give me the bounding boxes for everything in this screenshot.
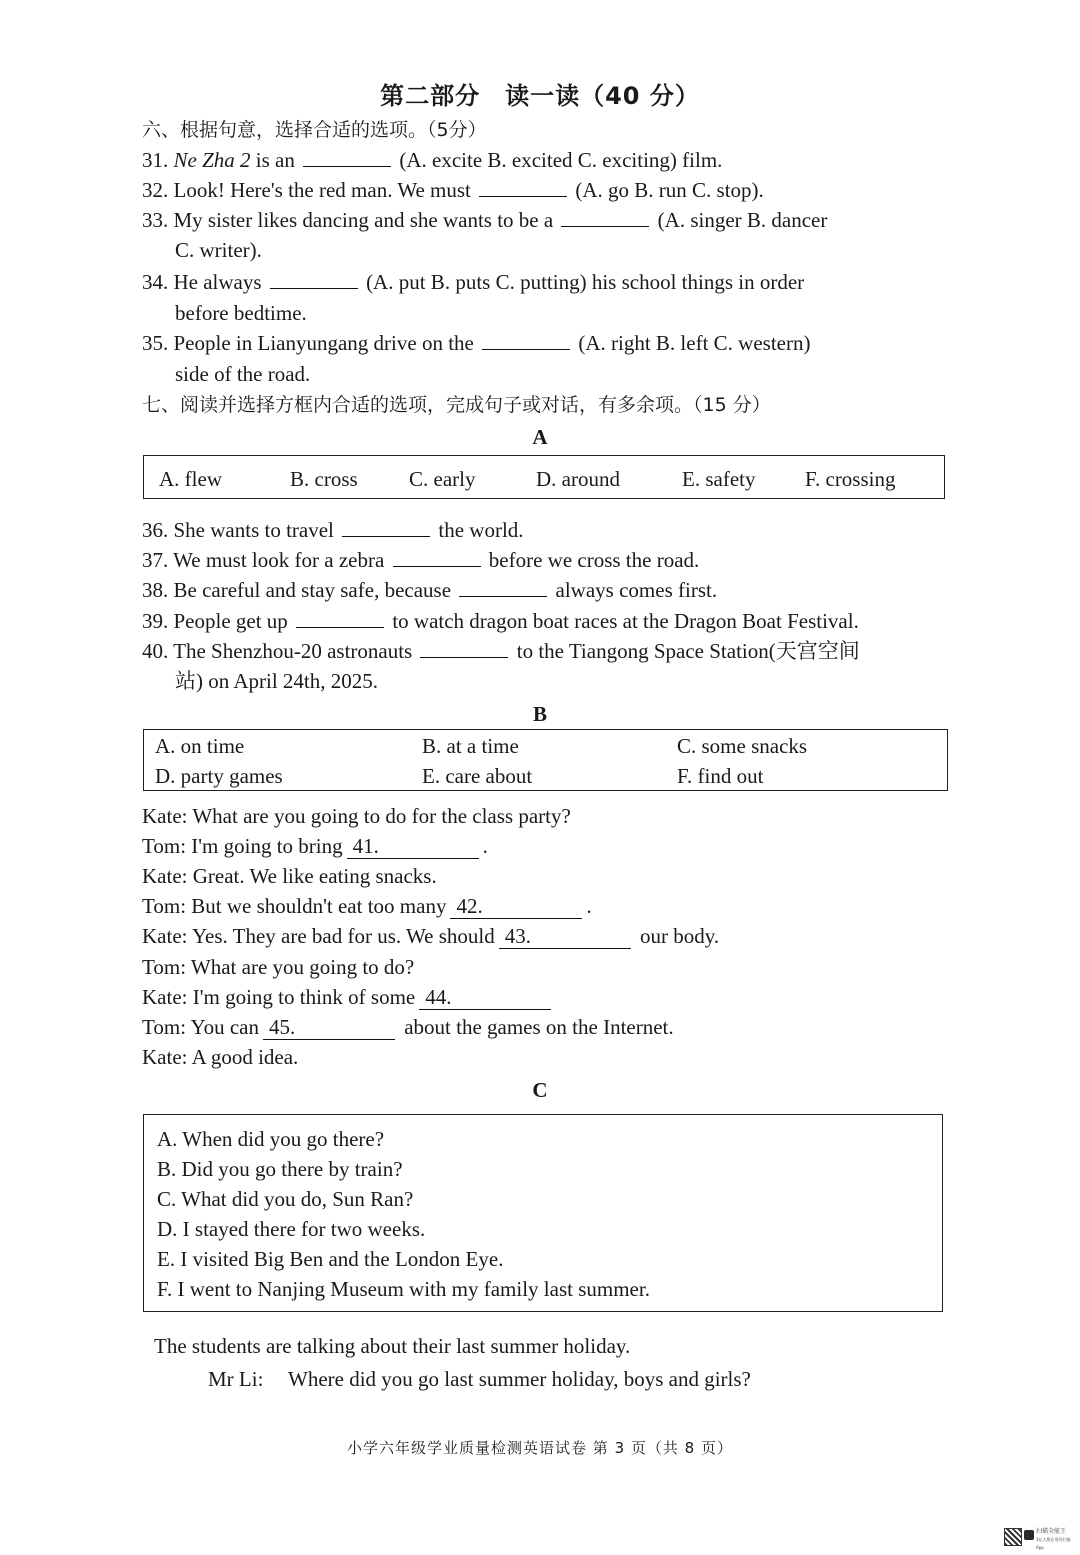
q40-text-after: to the Tiangong Space Station(天宫空间 [516,639,860,663]
question-40 [142,639,860,663]
scanner-logo-icon [1024,1530,1034,1540]
dialogue-line [142,1015,674,1040]
q38-text: 38. Be careful and stay safe, because [142,578,452,602]
q37-text: 37. We must look for a zebra [142,548,385,572]
dialogue-text: Kate: I'm going to think of some [142,985,416,1009]
answer-blank[interactable] [303,148,391,167]
dialogue-line: Tom: What are you going to do? [142,955,415,979]
option-c: C. early [409,467,476,491]
section-c-letter: C [532,1078,548,1102]
q34-text: He always [173,270,262,294]
option-e: E. I visited Big Ben and the London Eye. [157,1247,504,1271]
part7-heading: 七、阅读并选择方框内合适的选项，完成句子或对话，有多余项。（15 分） [142,394,771,416]
option-b: B. cross [290,467,358,491]
option-b: B. Did you go there by train? [157,1157,403,1181]
q32-text: Look! Here's the red man. We must [173,178,471,202]
q34-options: (A. put B. puts C. putting) his school things in order [366,270,805,294]
option-e: E. care about [422,764,533,788]
q35-text: People in Lianyungang drive on the [173,331,474,355]
dialogue-line: Kate: A good idea. [142,1045,299,1069]
q34-continuation: before bedtime. [175,301,307,325]
q34-num: 34. [142,270,169,294]
question-31 [142,148,722,172]
dialogue-line: Kate: What are you going to do for the class party? [142,804,571,828]
option-d: D. party games [155,764,283,788]
dialogue-text-after: about the games on the Internet. [404,1015,674,1039]
option-b: B. at a time [422,734,519,758]
option-f: F. crossing [805,467,896,491]
q31-text: is an [250,148,295,172]
section-c-option-box [143,1114,943,1312]
q37-text-after: before we cross the road. [488,548,700,572]
dialogue-text: Kate: Yes. They are bad for us. We should [142,924,495,948]
section-a-letter: A [532,425,548,449]
option-a: A. flew [159,467,222,491]
q39-text: 39. People get up [142,609,288,633]
part6-heading: 六、根据句意，选择合适的选项。（5分） [142,119,487,141]
option-d: D. around [536,467,620,491]
question-36 [142,518,524,542]
q32-options: (A. go B. run C. stop). [575,178,764,202]
watermark-text [1036,1528,1074,1552]
qr-code-icon [1004,1528,1022,1546]
option-c: C. some snacks [677,734,808,758]
option-a: A. When did you go there? [157,1127,385,1151]
option-e: E. safety [682,467,756,491]
answer-blank[interactable] [459,578,547,597]
dialogue-text-after: . [482,834,488,858]
answer-blank[interactable] [561,208,649,227]
section-b-letter: B [532,702,547,726]
dialogue-line [142,924,719,949]
option-f: F. I went to Nanjing Museum with my family last summer. [157,1277,650,1301]
q33-options: (A. singer B. dancer [657,208,828,232]
answer-blank-45[interactable]: 45. [263,1015,395,1040]
option-c: C. What did you do, Sun Ran? [157,1187,414,1211]
answer-blank[interactable] [420,639,508,658]
q40-text: 40. The Shenzhou-20 astronauts [142,639,413,663]
question-33 [142,208,827,232]
dialogue-line: Kate: Great. We like eating snacks. [142,864,437,888]
question-39 [142,609,859,633]
dialogue-line [142,834,488,859]
dialogue-text-after: our body. [639,924,720,948]
dialogue-text: Tom: But we shouldn't eat too many [142,894,447,918]
q35-num: 35. [142,331,169,355]
q33-continuation: C. writer). [175,238,262,262]
q33-num: 33. [142,208,169,232]
dialogue-speaker: Mr Li: [208,1367,264,1391]
section-b-option-box [143,729,948,791]
q31-num: 31. [142,148,169,172]
question-34 [142,270,804,294]
q31-italic: Ne Zha 2 [173,148,251,172]
q32-num: 32. [142,178,169,202]
answer-blank[interactable] [482,331,570,350]
answer-blank[interactable] [296,609,384,628]
answer-blank-44[interactable]: 44. [419,985,551,1010]
question-35 [142,331,810,355]
dialogue-text: Tom: You can [142,1015,259,1039]
dialogue-line: Where did you go last summer holiday, boys and girls? [288,1367,751,1391]
answer-blank-43[interactable]: 43. [499,924,631,949]
dialogue-text-after: . [586,894,592,918]
watermark-line2: 3亿人都在用的扫描App [1036,1537,1071,1550]
scanner-watermark [1004,1528,1074,1550]
dialogue-line [142,985,555,1010]
dialogue-text: Tom: I'm going to bring [142,834,343,858]
section-c-intro: The students are talking about their last summer holiday. [154,1334,631,1358]
option-d: D. I stayed there for two weeks. [157,1217,426,1241]
question-32 [142,178,764,202]
question-38 [142,578,717,602]
answer-blank[interactable] [270,270,358,289]
q31-options: (A. excite B. excited C. exciting) film. [399,148,723,172]
page-title: 第二部分 读一读（40 分） [380,82,700,110]
q38-text-after: always comes first. [555,578,718,602]
answer-blank[interactable] [342,518,430,537]
dialogue-line [142,894,592,919]
q39-text-after: to watch dragon boat races at the Dragon Boat Festival. [392,609,859,633]
option-a: A. on time [155,734,245,758]
q40-continuation: 站) on April 24th, 2025. [175,669,378,693]
answer-blank[interactable] [479,178,567,197]
q36-text-after: the world. [438,518,524,542]
q35-continuation: side of the road. [175,362,311,386]
q33-text: My sister likes dancing and she wants to be a [173,208,554,232]
option-f: F. find out [677,764,764,788]
watermark-line1: 扫描全能王 [1036,1528,1067,1535]
question-37 [142,548,699,572]
answer-blank-42[interactable]: 42. [450,894,582,919]
q35-options: (A. right B. left C. western) [578,331,811,355]
answer-blank-41[interactable]: 41. [347,834,479,859]
page-footer: 小学六年级学业质量检测英语试卷 第 3 页（共 8 页） [347,1439,733,1457]
q36-text: 36. She wants to travel [142,518,334,542]
section-a-option-box [143,455,945,499]
answer-blank[interactable] [393,548,481,567]
